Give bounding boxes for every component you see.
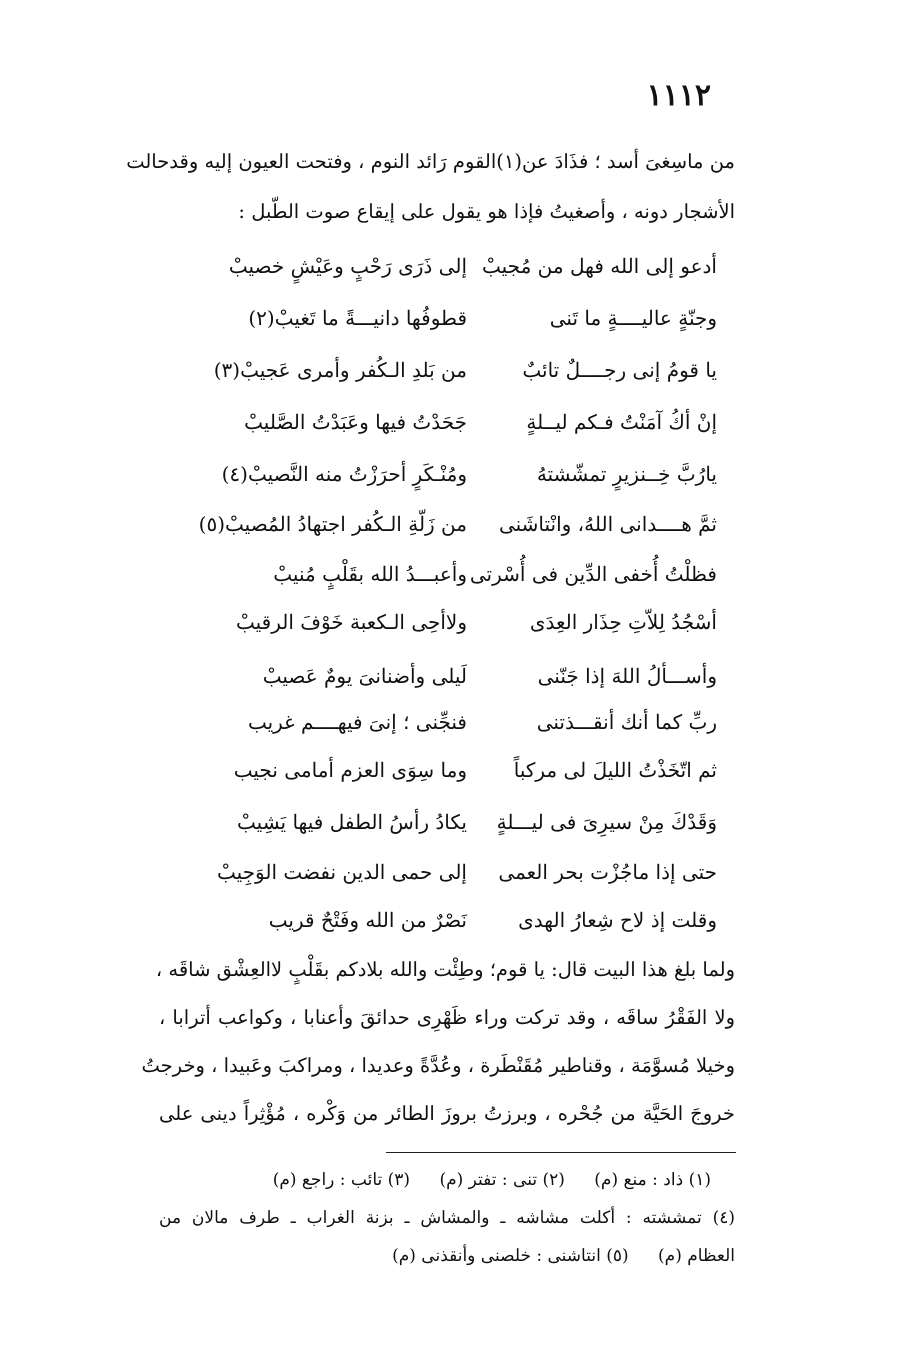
verse-10-second-hemistich: فنجِّنى ؛ إنىَ فيهــــم غريب [247,710,467,734]
verse-12-first-hemistich: وَقَدْكَ مِنْ سيرِىَ فى ليـــلةٍ [496,810,717,834]
verse-3-second-hemistich: من بَلدِ الـكُفر وأمرى عَجيبْ(٣) [213,358,467,382]
footnote-line-1 [249,1168,711,1192]
verse-9-second-hemistich: لَيلى وأضنانىَ يومٌ عَصيبْ [262,664,467,688]
verse-12-second-hemistich: يكادُ رأسُ الطفل فيها يَشِيبْ [237,810,467,834]
verse-7 [197,558,717,598]
verse-3 [197,354,717,394]
footnote-line-3 [368,1244,735,1268]
verse-11 [197,754,717,794]
footnote-4-continuation: العظام (م) [658,1246,735,1266]
footnote-2: (٢) تنى : تفتر (م) [439,1170,565,1190]
after-line-1: ولما بلغ هذا البيت قال: يا قوم؛ وطِئْت والله بلادكم بقَلْبٍ لاالعِشْق شاقَه ، [155,958,735,981]
footnote-5: (٥) انتاشنى : خلصنى وأنقذنى (م) [392,1246,629,1266]
footnote-divider [386,1152,736,1153]
verse-8-second-hemistich: ولاأحِى الـكعبة خَوْفَ الرقيبْ [235,610,467,634]
verse-6-first-hemistich: ثمَّ هــــدانى اللهُ، وانْتاشَنى [498,512,717,536]
verse-4 [197,406,717,446]
verse-11-first-hemistich: ثم اتّخَذْتُ الليلَ لى مركباً [513,758,717,782]
verse-4-second-hemistich: جَحَدْتُ فيها وعَبَدْتُ الصَّليبْ [244,410,467,434]
verse-10-first-hemistich: ربِّ كما أنك أنقـــذتنى [536,710,717,734]
verse-1-first-hemistich: أدعو إلى الله فهل من مُجيبْ [482,254,717,278]
page-number: ١١١٢ [646,78,711,113]
intro-line-2: الأشجار دونه ، وأصغيتُ فإذا هو يقول على إيقاع صوت الطّبل : [238,200,735,223]
footnote-4: (٤) تمششته : أكلت مشاشه ـ والمشاش ـ بزنة الغراب ـ طرف مالان من [159,1208,735,1228]
verse-13-second-hemistich: إلى حمى الدين نفضت الوَجِيبْ [217,860,467,884]
verse-5-first-hemistich: يارُبَّ خِــنزيرٍ تمشّشتهُ [536,462,717,486]
verse-5-second-hemistich: ومُنْـكَرٍ أحرَزْتُ منه النَّصيبْ(٤) [221,462,467,486]
verse-1 [197,250,717,290]
verse-5 [197,458,717,498]
verse-9-first-hemistich: وأســـألُ اللهَ إذا جَنّنى [537,664,717,688]
footnote-3: (٣) تائب : راجع (م) [272,1170,411,1190]
verse-11-second-hemistich: وما سِوَى العزم أمامى نجيب [233,758,467,782]
verse-14 [197,904,717,944]
verse-13-first-hemistich: حتى إذا ماجُزْت بحر العمى [498,860,717,884]
verse-6-second-hemistich: من زَلّةِ الـكُفر اجتهادُ المُصيبْ(٥) [198,512,467,536]
verse-7-first-hemistich: فظلْتُ أُخفى الدِّين فى أُسْرتى [469,562,717,586]
verse-8 [197,606,717,646]
verse-3-first-hemistich: يا قومُ إنى رجــــلٌ تائبٌ [522,358,717,382]
verse-10 [197,706,717,746]
verse-2 [197,302,717,342]
verse-12 [197,806,717,846]
verse-6 [197,508,717,548]
verse-7-second-hemistich: وأعبـــدُ الله بقَلْبٍ مُنيبْ [273,562,467,586]
footnote-1: (١) ذاد : منع (م) [594,1170,711,1190]
verse-2-first-hemistich: وجنّةٍ عاليــــةٍ ما تَنى [549,306,717,330]
after-line-4: خروجَ الحَيَّة من جُحْره ، وبرزتُ بروزَ الطائر من وَكْره ، مُؤْثِراً دينى على [159,1102,735,1125]
verse-8-first-hemistich: أسْجُدُ لِلاّتِ حِذَار العِدَى [529,610,717,634]
after-line-2: ولا الفَقْرُ ساقَه ، وقد تركت وراء ظَهْرِى حدائقَ وأعنابا ، وكواعب أترابا ، [159,1006,735,1029]
after-line-3: وخيلا مُسوَّمَة ، وقناطير مُقَنْطَرة ، وعُدَّةً وعديدا ، ومراكبَ وعَبيدا ، وخرجتُ [141,1054,735,1077]
verse-4-first-hemistich: إنْ أكُ آمَنْتُ فـكم ليــلةٍ [526,410,717,434]
verse-14-first-hemistich: وقلت إذ لاح شِعارُ الهدى [518,908,717,932]
verse-14-second-hemistich: نَصْرٌ من الله وفَتْحٌ قريب [268,908,467,932]
verse-9 [197,660,717,700]
verse-13 [197,856,717,896]
intro-line-1: من ماسِغىَ أسد ؛ فذَادَ عن(١)القوم رَائد النوم ، وفتحت العيون إليه وقدحالت [126,150,735,173]
verse-1-second-hemistich: إلى ذَرَى رَحْبٍ وعَيْشٍ خصيبْ [228,254,467,278]
verse-2-second-hemistich: قطوفُها دانيـــةً ما تَغيبْ(٢) [248,306,467,330]
